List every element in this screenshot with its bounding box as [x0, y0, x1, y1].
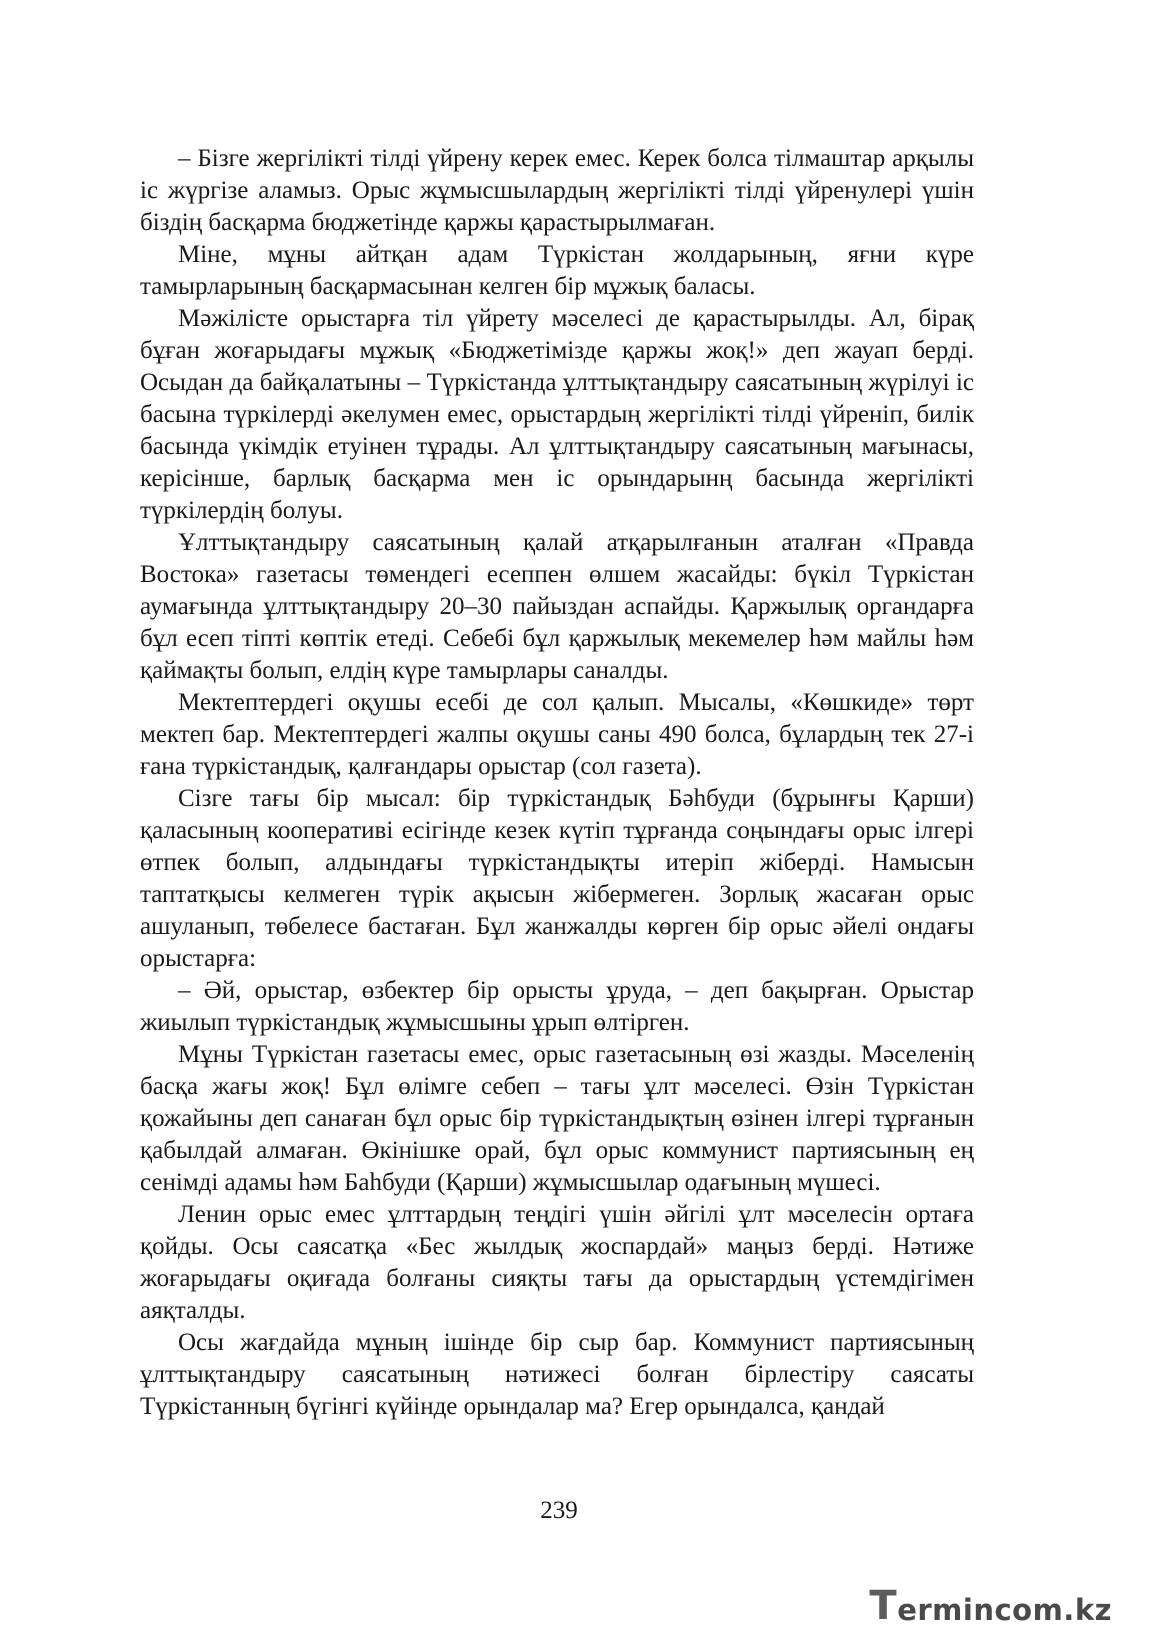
- watermark-text: ermincom.kz: [897, 1593, 1112, 1627]
- page-number: 239: [540, 1497, 578, 1524]
- paragraph: Мәжілісте орыстарға тіл үйрету мәселесі де қарастырылды. Ал, бірақ бұған жоғарыдағы мұжық «Бюджетімізде қаржы жоқ!» деп жауап берді. Осыдан да байқалатыны – Түркістанда ұлттықтандыру саясатының жүрілуі іс басына түркілерді әкелумен емес, орыстардың жергілікті тілді үйреніп, билік басында үкімдік етуінен тұрады. Ал ұлттықтандыру саясатының мағынасы, керісінше, барлық басқарма мен іс орындарынң басында жергілікті түркілердің болуы.: [140, 305, 974, 524]
- paragraph: Осы жағдайда мұның ішінде бір сыр бар. Коммунист партиясының ұлттықтандыру саясатының нәтижесі болған бірлестіру саясаты Түркістанның бүгінгі күйінде орындалар ма? Егер орындалса, қандай: [140, 1329, 974, 1420]
- paragraph: – Бізге жергілікті тілді үйрену керек емес. Керек болса тілмаштар арқылы іс жүргізе аламыз. Орыс жұмысшылардың жергілікті тілді үйренулері үшін біздің басқарма бюджетінде қаржы қарастырылмаған.: [140, 145, 974, 236]
- paragraph: Міне, мұны айтқан адам Түркістан жолдарының, яғни күре тамырларының басқармасынан келген бір мұжық баласы.: [140, 241, 974, 300]
- watermark-initial: T: [869, 1583, 898, 1629]
- paragraph: – Әй, орыстар, өзбектер бір орысты ұруда, – деп бақырған. Орыстар жиылып түркістандық жұмысшыны ұрып өлтірген.: [140, 977, 974, 1036]
- document-page: [140, 143, 974, 1423]
- paragraph: Ленин орыс емес ұлттардың теңдігі үшін әйгілі ұлт мәселесін ортаға қойды. Осы саясатқа «Бес жылдық жоспардай» маңыз берді. Нәтиже жоғарыдағы оқиғада болғаны сияқты тағы да орыстардың үстемдігімен аяқталды.: [140, 1201, 974, 1324]
- site-watermark-logo: [869, 1583, 1112, 1629]
- paragraph: Сізге тағы бір мысал: бір түркістандық Бәһбуди (бұрынғы Қарши) қаласының кооперативі есігінде кезек күтіп тұрғанда соңындағы орыс ілгері өтпек болып, алдындағы түркістандықты итеріп жіберді. Намысын таптатқысы келмеген түрік ақысын жібермеген. Зорлық жасаған орыс ашуланып, төбелесе бастаған. Бұл жанжалды көрген бір орыс әйелі ондағы орыстарға:: [140, 785, 974, 972]
- paragraph: Мектептердегі оқушы есебі де сол қалып. Мысалы, «Көшкиде» төрт мектеп бар. Мектептердегі жалпы оқушы саны 490 болса, бұлардың тек 27-і ғана түркістандық, қалғандары орыстар (сол газета).: [140, 689, 974, 780]
- paragraph: Ұлттықтандыру саясатының қалай атқарылғанын аталған «Правда Востока» газетасы төмендегі есеппен өлшем жасайды: бүкіл Түркістан аумағында ұлттықтандыру 20–30 пайыздан аспайды. Қаржылық органдарға бұл есеп тіпті көптік етеді. Себебі бұл қаржылық мекемелер һәм майлы һәм қаймақты болып, елдің күре тамырлары саналды.: [140, 529, 974, 684]
- paragraph: Мұны Түркістан газетасы емес, орыс газетасының өзі жазды. Мәселенің басқа жағы жоқ! Бұл өлімге себеп – тағы ұлт мәселесі. Өзін Түркістан қожайыны деп санаған бұл орыс бір түркістандықтың өзінен ілгері тұрғанын қабылдай алмаған. Өкінішке орай, бұл орыс коммунист партиясының ең сенімді адамы һәм Баһбуди (Қарши) жұмысшылар одағының мүшесі.: [140, 1041, 974, 1196]
- body-text: [140, 143, 974, 1423]
